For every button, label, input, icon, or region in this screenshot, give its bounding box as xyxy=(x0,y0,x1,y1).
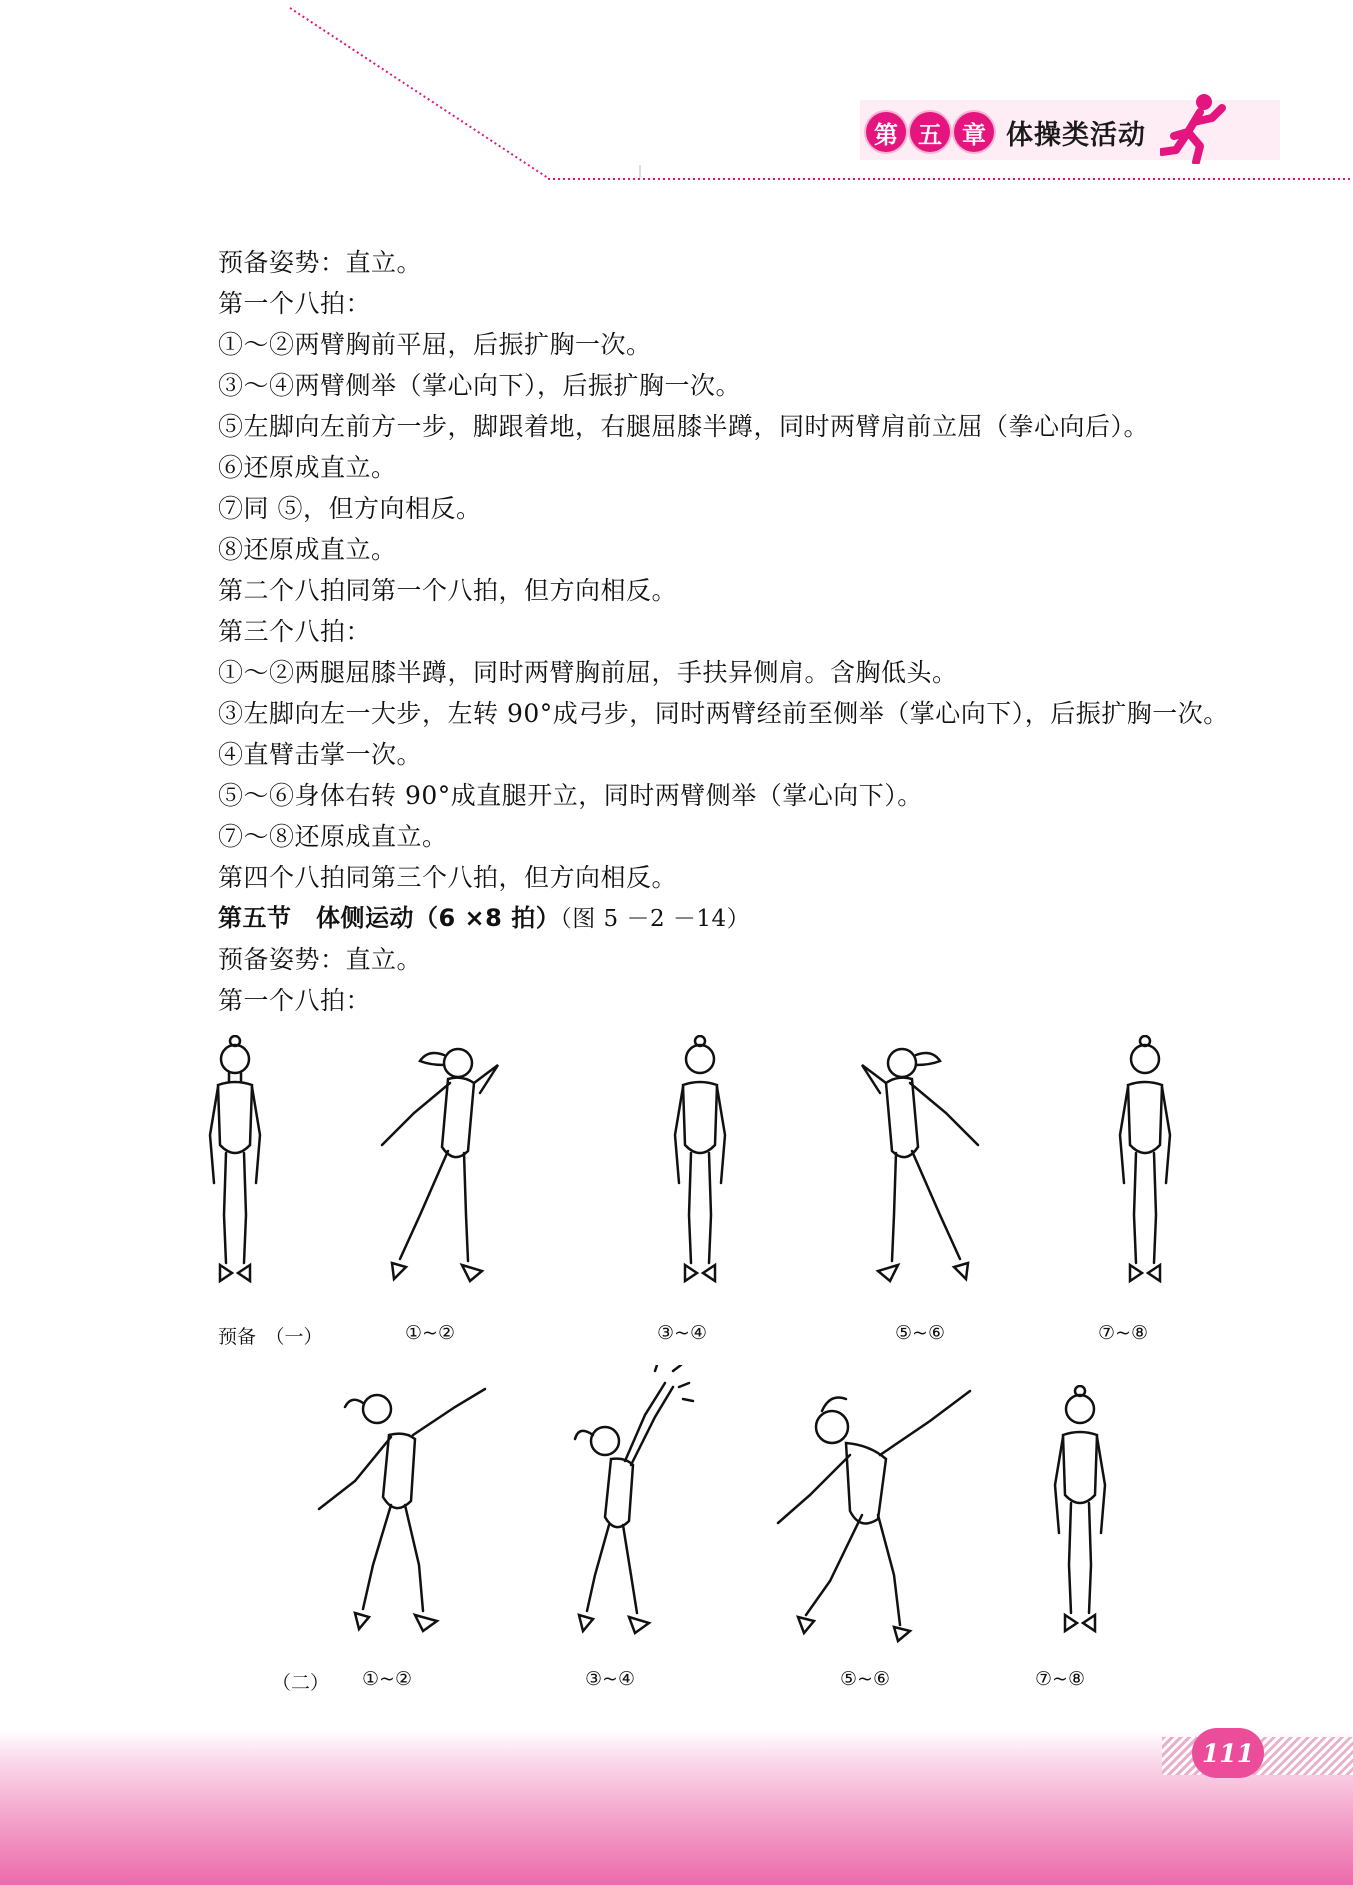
text-line: 第一个八拍： xyxy=(218,289,372,318)
text-line: 第二个八拍同第一个八拍，但方向相反。 xyxy=(218,576,678,605)
chapter-char-3: 章 xyxy=(954,112,994,152)
runner-icon xyxy=(1160,92,1230,164)
section-heading xyxy=(218,898,1238,939)
text-line: ⑥还原成直立。 xyxy=(218,453,397,482)
figure-side-stretch-right xyxy=(850,1035,990,1300)
caption-1-2: ①~② xyxy=(362,1668,412,1690)
header-decoration xyxy=(0,0,1353,190)
body-text xyxy=(218,242,1238,1021)
text-line: ⑤左脚向左前方一步，脚跟着地，右腿屈膝半蹲，同时两臂肩前立屈（拳心向后）。 xyxy=(218,412,1150,441)
caption-3-4: ③~④ xyxy=(657,1322,707,1344)
text-line: 第一个八拍： xyxy=(218,986,372,1015)
figure-clap-overhead xyxy=(565,1365,700,1645)
text-line: ①～②两臂胸前平屈，后振扩胸一次。 xyxy=(218,330,652,359)
figure-diagonal-arms-left xyxy=(315,1385,490,1645)
figure-lateral-bend xyxy=(770,1385,980,1645)
figure-side-stretch-left xyxy=(370,1035,510,1300)
page-number: 111 xyxy=(1192,1728,1264,1778)
chapter-header xyxy=(866,112,1146,152)
section-title: 第五节 体侧运动（6 ×8 拍） xyxy=(218,904,561,932)
figure-standing-ready xyxy=(190,1035,280,1295)
text-line: 第四个八拍同第三个八拍，但方向相反。 xyxy=(218,863,678,892)
text-line: ⑦同 ⑤，但方向相反。 xyxy=(218,494,482,523)
footer-band xyxy=(0,1730,1353,1885)
text-line: 预备姿势：直立。 xyxy=(218,248,423,277)
caption-7-8: ⑦~⑧ xyxy=(1098,1322,1148,1344)
caption-ready-one: 预备 （一） xyxy=(218,1326,323,1348)
text-line: ④直臂击掌一次。 xyxy=(218,740,423,769)
text-line: ⑤～⑥身体右转 90°成直腿开立，同时两臂侧举（掌心向下）。 xyxy=(218,781,923,810)
text-line: 第三个八拍： xyxy=(218,617,372,646)
figure-reference: （图 5 －2 －14） xyxy=(560,906,751,932)
text-line: 预备姿势：直立。 xyxy=(218,945,423,974)
text-line: ⑦～⑧还原成直立。 xyxy=(218,822,448,851)
caption-7-8: ⑦~⑧ xyxy=(1035,1668,1085,1690)
caption-two: （二） xyxy=(272,1672,330,1694)
chapter-char-2: 五 xyxy=(910,112,950,152)
caption-3-4: ③~④ xyxy=(585,1668,635,1690)
figure-arms-down xyxy=(655,1035,745,1295)
text-line: ③～④两臂侧举（掌心向下），后振扩胸一次。 xyxy=(218,371,742,400)
text-line: ③左脚向左一大步，左转 90°成弓步，同时两臂经前至侧举（掌心向下），后振扩胸一次。 xyxy=(218,699,1229,728)
text-line: ①～②两腿屈膝半蹲，同时两臂胸前屈，手扶异侧肩。含胸低头。 xyxy=(218,658,958,687)
figure-final-standing xyxy=(1035,1385,1125,1645)
text-line: ⑧还原成直立。 xyxy=(218,535,397,564)
chapter-title: 体操类活动 xyxy=(1006,119,1146,151)
caption-1-2: ①~② xyxy=(405,1322,455,1344)
figure-return-standing xyxy=(1100,1035,1190,1295)
caption-5-6: ⑤~⑥ xyxy=(840,1668,890,1690)
chapter-char-1: 第 xyxy=(866,112,906,152)
caption-5-6: ⑤~⑥ xyxy=(895,1322,945,1344)
